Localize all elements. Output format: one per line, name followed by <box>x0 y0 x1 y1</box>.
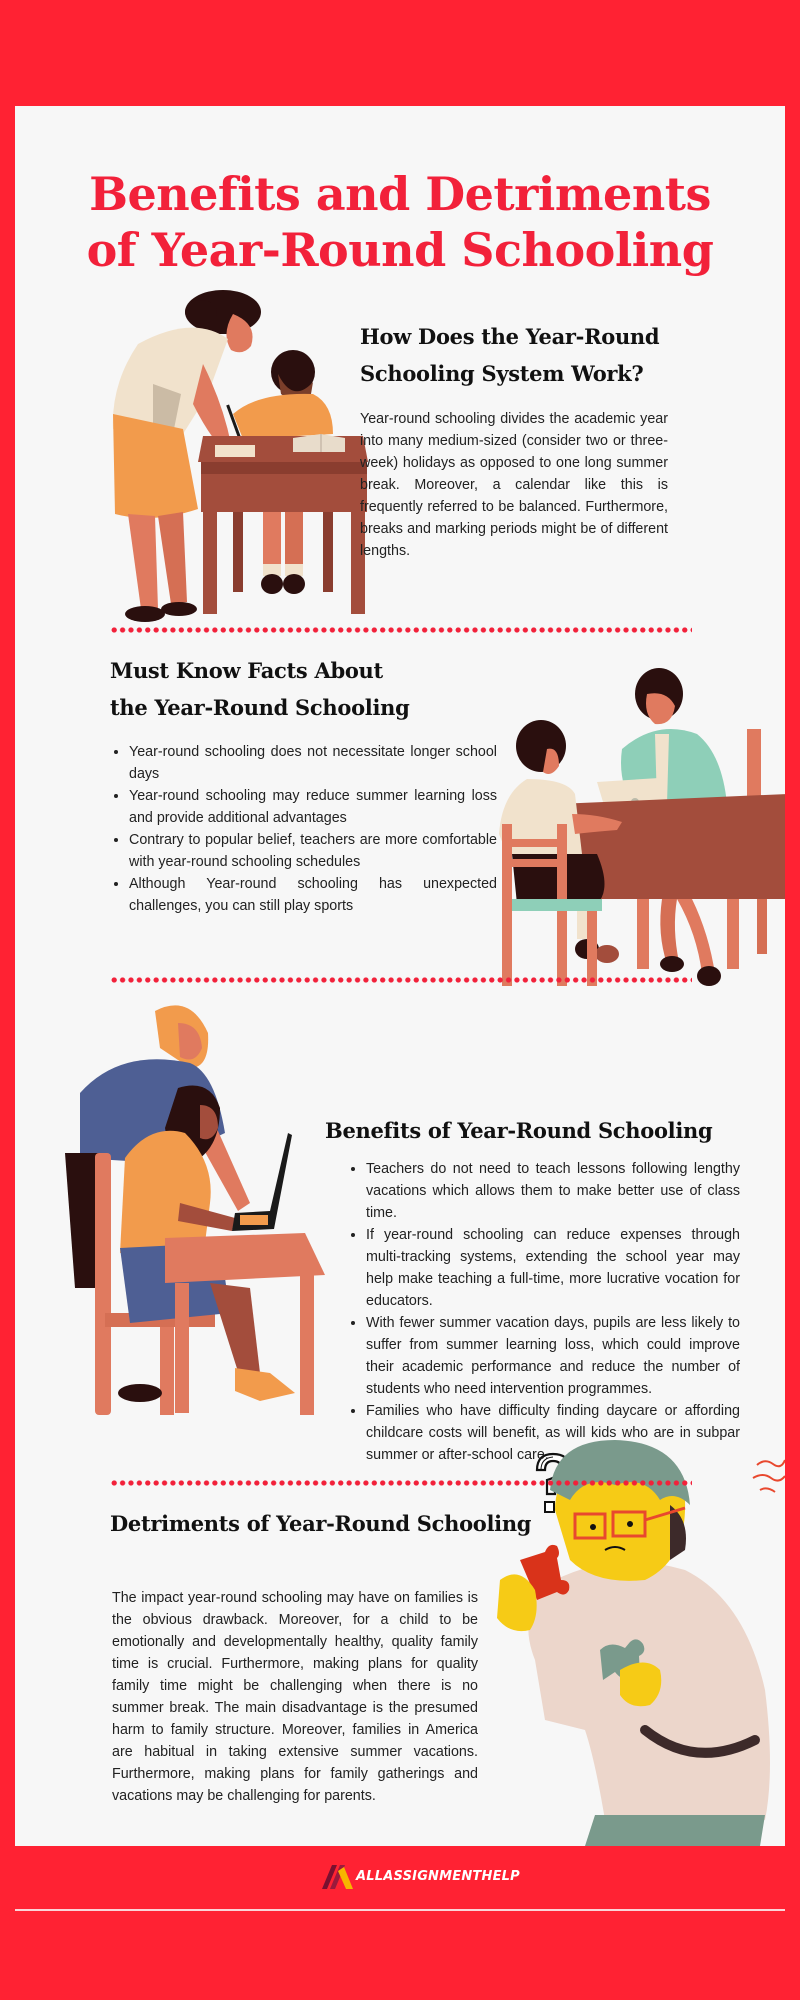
list-item: • Although Year-round schooling has unexpected challenges, you can still play sports <box>129 873 497 917</box>
section-3-heading: Benefits of Year-Round Schooling <box>325 1118 713 1143</box>
list-item: • With fewer summer vacation days, pupils are less likely to suffer from summer learning loss, which could improve their academic performance and reduce the number of students who need intervention programmes. <box>366 1312 740 1400</box>
page-title <box>15 166 785 278</box>
section-1-heading-line-1: How Does the Year-Round <box>360 324 660 349</box>
confused-person-with-puzzle-illustration <box>475 1430 785 1846</box>
section-1-paragraph: Year-round schooling divides the academic year into many medium-sized (consider two or three-week) holidays as opposed to one long summer break. Moreover, a calendar like this is frequently referred to be balanced. Furthermore, breaks and marking periods might be of different lengths. <box>360 411 668 559</box>
dotted-divider <box>110 977 692 983</box>
footer-divider <box>15 1909 785 1911</box>
section-2-heading <box>110 652 470 726</box>
section-4-heading: Detriments of Year-Round Schooling <box>110 1511 532 1536</box>
facts-list <box>110 741 497 917</box>
dotted-divider <box>110 627 692 633</box>
list-item: • Year-round schooling may reduce summer learning loss and provide additional advantages <box>129 785 497 829</box>
teacher-and-student-laptop-illustration <box>487 654 785 988</box>
title-line-2: of Year-Round Schooling <box>86 223 714 277</box>
list-item: • Families who have difficulty finding daycare or affording childcare costs will benefit, as will kids who are in subpar summer or after-school care. <box>366 1400 740 1466</box>
dotted-divider <box>110 1480 692 1486</box>
list-item: • Teachers do not need to teach lessons following lengthy vacations which allows them to make better use of class time. <box>366 1158 740 1224</box>
list-item: • Contrary to popular belief, teachers are more comfortable with year-round schooling schedules <box>129 829 497 873</box>
two-women-at-laptop-illustration <box>60 993 335 1418</box>
allassignmenthelp-logo-icon <box>320 1863 354 1889</box>
list-item: • If year-round schooling can reduce expenses through multi-tracking systems, extending the school year may help make teaching a full-time, more lucrative vocation for educators. <box>366 1224 740 1312</box>
teacher-helping-student-illustration <box>83 284 373 624</box>
title-line-1: Benefits and Detriments <box>89 167 711 221</box>
section-2-heading-line-2: the Year-Round Schooling <box>110 695 410 720</box>
section-1-heading <box>360 318 720 392</box>
benefits-list <box>347 1158 740 1466</box>
section-2-heading-line-1: Must Know Facts About <box>110 658 383 683</box>
section-1-heading-line-2: Schooling System Work? <box>360 361 644 386</box>
list-item: • Year-round schooling does not necessitate longer school days <box>129 741 497 785</box>
brand-name: ALLASSIGNMENTHELP <box>356 1868 520 1884</box>
section-4-paragraph: The impact year-round schooling may have on families is the obvious drawback. Moreover, for a child to be emotionally and developmentally healthy, quality family time is crucial. Furthermore, making plans for quality family time might be challenging when there is no summer break. The main disadvantage is the presumed harm to family structure. Moreover, families in America are habitual in taking extensive summer vacations. Furthermore, making plans for family gatherings and vacations may be challenging for parents. <box>112 1590 478 1804</box>
footer-logo[interactable] <box>320 1863 520 1889</box>
infographic-card <box>15 106 785 1846</box>
